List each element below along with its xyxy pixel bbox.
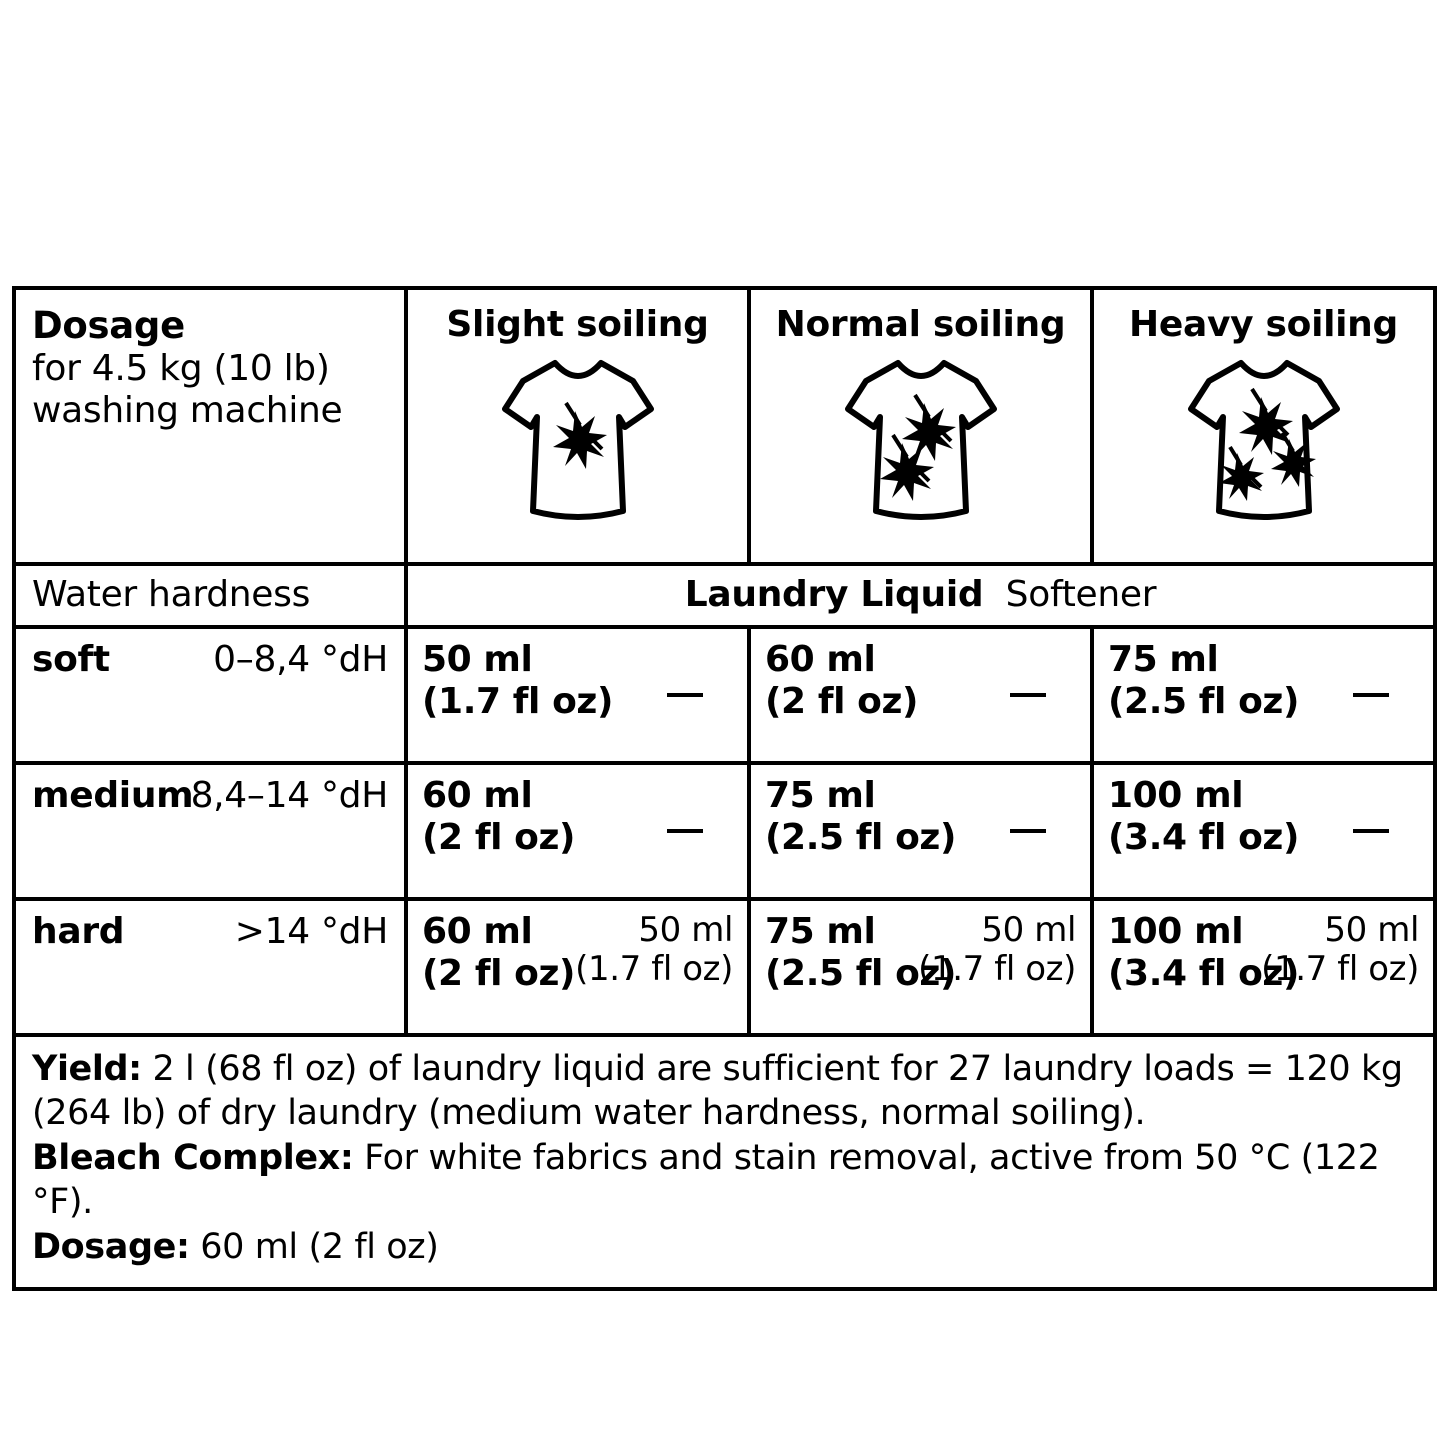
footer-notes — [14, 1035, 1435, 1289]
liquid-ml: 75 ml — [765, 911, 876, 952]
dosage-subtitle-line2: washing machine — [32, 390, 343, 432]
softener-dash-icon — [667, 829, 703, 833]
hardness-range-medium: 8,4–14 °dH — [190, 775, 388, 816]
softener-dash-icon — [667, 693, 703, 697]
softener-oz: (1.7 fl oz) — [918, 949, 1076, 990]
liquid-oz: (3.4 fl oz) — [1108, 952, 1300, 994]
dosage-header-cell — [14, 288, 406, 564]
softener-dash-icon — [1010, 829, 1046, 833]
tshirt-one-stain-icon — [408, 351, 747, 529]
bleach-note — [32, 1136, 1417, 1225]
liquid-oz: (3.4 fl oz) — [1108, 816, 1300, 858]
yield-label: Yield: — [32, 1049, 142, 1089]
hardness-range-hard: >14 °dH — [234, 911, 388, 952]
amount-cell-soft-slight — [406, 627, 749, 763]
liquid-ml: 60 ml — [422, 911, 533, 952]
liquid-ml: 75 ml — [1108, 639, 1219, 680]
band-row — [14, 564, 1435, 627]
liquid-oz: (2.5 fl oz) — [1108, 680, 1300, 722]
softener-dash-icon — [1353, 829, 1389, 833]
softener-name: Softener — [1005, 574, 1157, 615]
amount-cell-hard-normal — [749, 899, 1092, 1035]
dosage-note — [32, 1225, 1417, 1269]
dosage-note-label: Dosage: — [32, 1226, 190, 1267]
softener-ml: 50 ml — [1324, 910, 1419, 950]
amount-cell-soft-normal — [749, 627, 1092, 763]
hardness-row-medium — [14, 763, 406, 899]
yield-text: 2 l (68 fl oz) of laundry liquid are sufficient for 27 laundry loads = 120 kg (264 lb) of dry laundry (medium water hardness, normal soiling). — [32, 1049, 1403, 1134]
liquid-oz: (2.5 fl oz) — [765, 816, 957, 858]
softener-dash-icon — [1010, 693, 1046, 697]
softener-ml: 50 ml — [638, 910, 733, 950]
liquid-ml: 60 ml — [422, 775, 533, 816]
amount-cell-hard-heavy — [1092, 899, 1435, 1035]
footer-row — [14, 1035, 1435, 1289]
hardness-name-medium: medium — [32, 775, 194, 816]
table-header-row — [14, 288, 1435, 564]
softener-oz: (1.7 fl oz) — [1261, 949, 1419, 990]
water-hardness-label: Water hardness — [14, 564, 406, 627]
table-row — [14, 899, 1435, 1035]
liquid-oz: (2.5 fl oz) — [765, 952, 957, 994]
tshirt-two-stains-icon — [751, 351, 1090, 529]
soiling-column-heavy — [1092, 288, 1435, 564]
dosage-subtitle-line1: for 4.5 kg (10 lb) — [32, 347, 330, 389]
amount-cell-medium-normal — [749, 763, 1092, 899]
hardness-name-hard: hard — [32, 911, 125, 952]
soiling-column-slight — [406, 288, 749, 564]
product-name: Laundry Liquid — [684, 574, 984, 615]
hardness-name-soft: soft — [32, 639, 110, 680]
liquid-oz: (2 fl oz) — [422, 952, 576, 994]
dosage-note-text: 60 ml (2 fl oz) — [189, 1226, 439, 1267]
liquid-ml: 60 ml — [765, 639, 876, 680]
hardness-row-hard — [14, 899, 406, 1035]
liquid-ml: 50 ml — [422, 639, 533, 680]
bleach-label: Bleach Complex: — [32, 1137, 354, 1178]
liquid-oz: (2 fl oz) — [422, 816, 576, 858]
liquid-oz: (1.7 fl oz) — [422, 680, 614, 722]
soiling-label-heavy: Heavy soiling — [1129, 304, 1398, 345]
liquid-oz: (2 fl oz) — [765, 680, 919, 722]
softener-oz: (1.7 fl oz) — [575, 949, 733, 990]
softener-dash-icon — [1353, 693, 1389, 697]
tshirt-three-stains-icon — [1094, 351, 1433, 529]
liquid-ml: 100 ml — [1108, 775, 1244, 816]
hardness-range-soft: 0–8,4 °dH — [213, 639, 388, 680]
liquid-ml: 75 ml — [765, 775, 876, 816]
table-row — [14, 763, 1435, 899]
soiling-label-normal: Normal soiling — [775, 304, 1066, 345]
amount-cell-medium-slight — [406, 763, 749, 899]
product-band — [406, 564, 1435, 627]
soiling-label-slight: Slight soiling — [446, 304, 709, 345]
bleach-text: For white fabrics and stain removal, active from 50 °C (122 °F). — [32, 1137, 1380, 1223]
dosage-title: Dosage — [32, 304, 185, 347]
amount-cell-hard-slight — [406, 899, 749, 1035]
softener-ml: 50 ml — [981, 910, 1076, 950]
hardness-row-soft — [14, 627, 406, 763]
amount-cell-medium-heavy — [1092, 763, 1435, 899]
amount-cell-soft-heavy — [1092, 627, 1435, 763]
yield-note — [32, 1047, 1417, 1136]
table-row — [14, 627, 1435, 763]
dosage-table-container — [12, 286, 1433, 1291]
soiling-column-normal — [749, 288, 1092, 564]
liquid-ml: 100 ml — [1108, 911, 1244, 952]
dosage-table — [12, 286, 1437, 1291]
